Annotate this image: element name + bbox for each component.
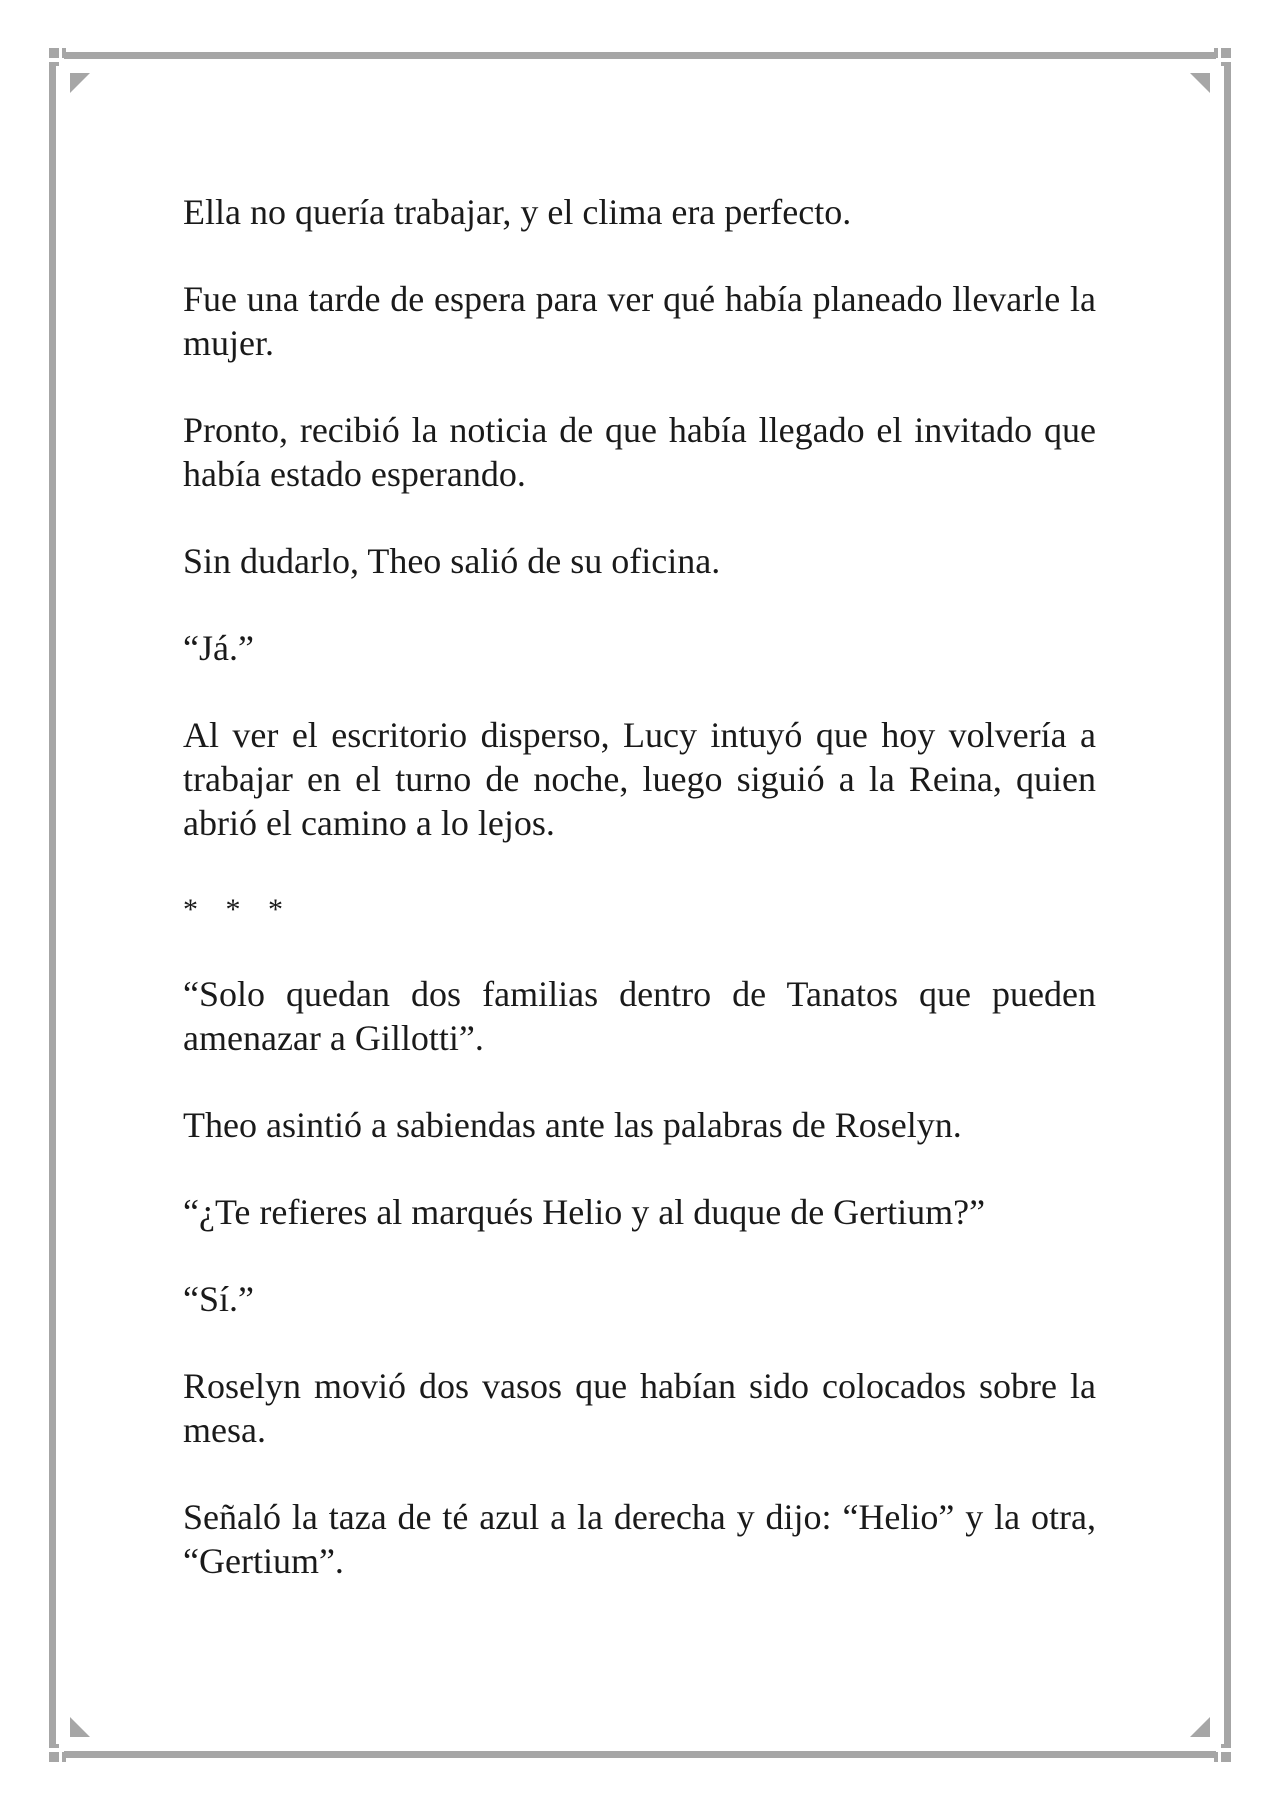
dialogue-line: “Solo quedan dos familias dentro de Tanatos que pueden amenazar a Gillotti”.	[183, 974, 1096, 1058]
corner-triangle-bl	[70, 1717, 90, 1737]
dialogue-line: “Sí.”	[183, 1279, 254, 1319]
paragraph: Señaló la taza de té azul a la derecha y dijo: “Helio” y la otra, “Gertium”.	[183, 1497, 1096, 1581]
border-left	[49, 66, 56, 1744]
paragraph: Theo asintió a sabiendas ante las palabras de Roselyn.	[183, 1105, 962, 1145]
border-top	[64, 52, 1216, 59]
paragraph: Pronto, recibió la noticia de que había llegado el invitado que había estado esperando.	[183, 410, 1096, 494]
dialogue-line: “¿Te refieres al marqués Helio y al duque de Gertium?”	[183, 1192, 986, 1232]
scene-break: * * *	[183, 893, 293, 926]
border-right	[1224, 66, 1231, 1744]
paragraph: Roselyn movió dos vasos que habían sido colocados sobre la mesa.	[183, 1366, 1096, 1450]
dialogue-line: “Já.”	[183, 628, 254, 668]
paragraph: Fue una tarde de espera para ver qué había planeado llevarle la mujer.	[183, 279, 1096, 363]
paragraph: Ella no quería trabajar, y el clima era perfecto.	[183, 192, 852, 232]
border-bottom	[64, 1751, 1216, 1758]
corner-triangle-tr	[1190, 73, 1210, 93]
corner-triangle-tl	[70, 73, 90, 93]
paragraph: Al ver el escritorio disperso, Lucy intuyó que hoy volvería a trabajar en el turno de noche, luego siguió a la Reina, quien abrió el camino a lo lejos.	[183, 715, 1096, 843]
page-content	[183, 190, 1096, 1626]
paragraph: Sin dudarlo, Theo salió de su oficina.	[183, 541, 721, 581]
corner-triangle-br	[1190, 1717, 1210, 1737]
